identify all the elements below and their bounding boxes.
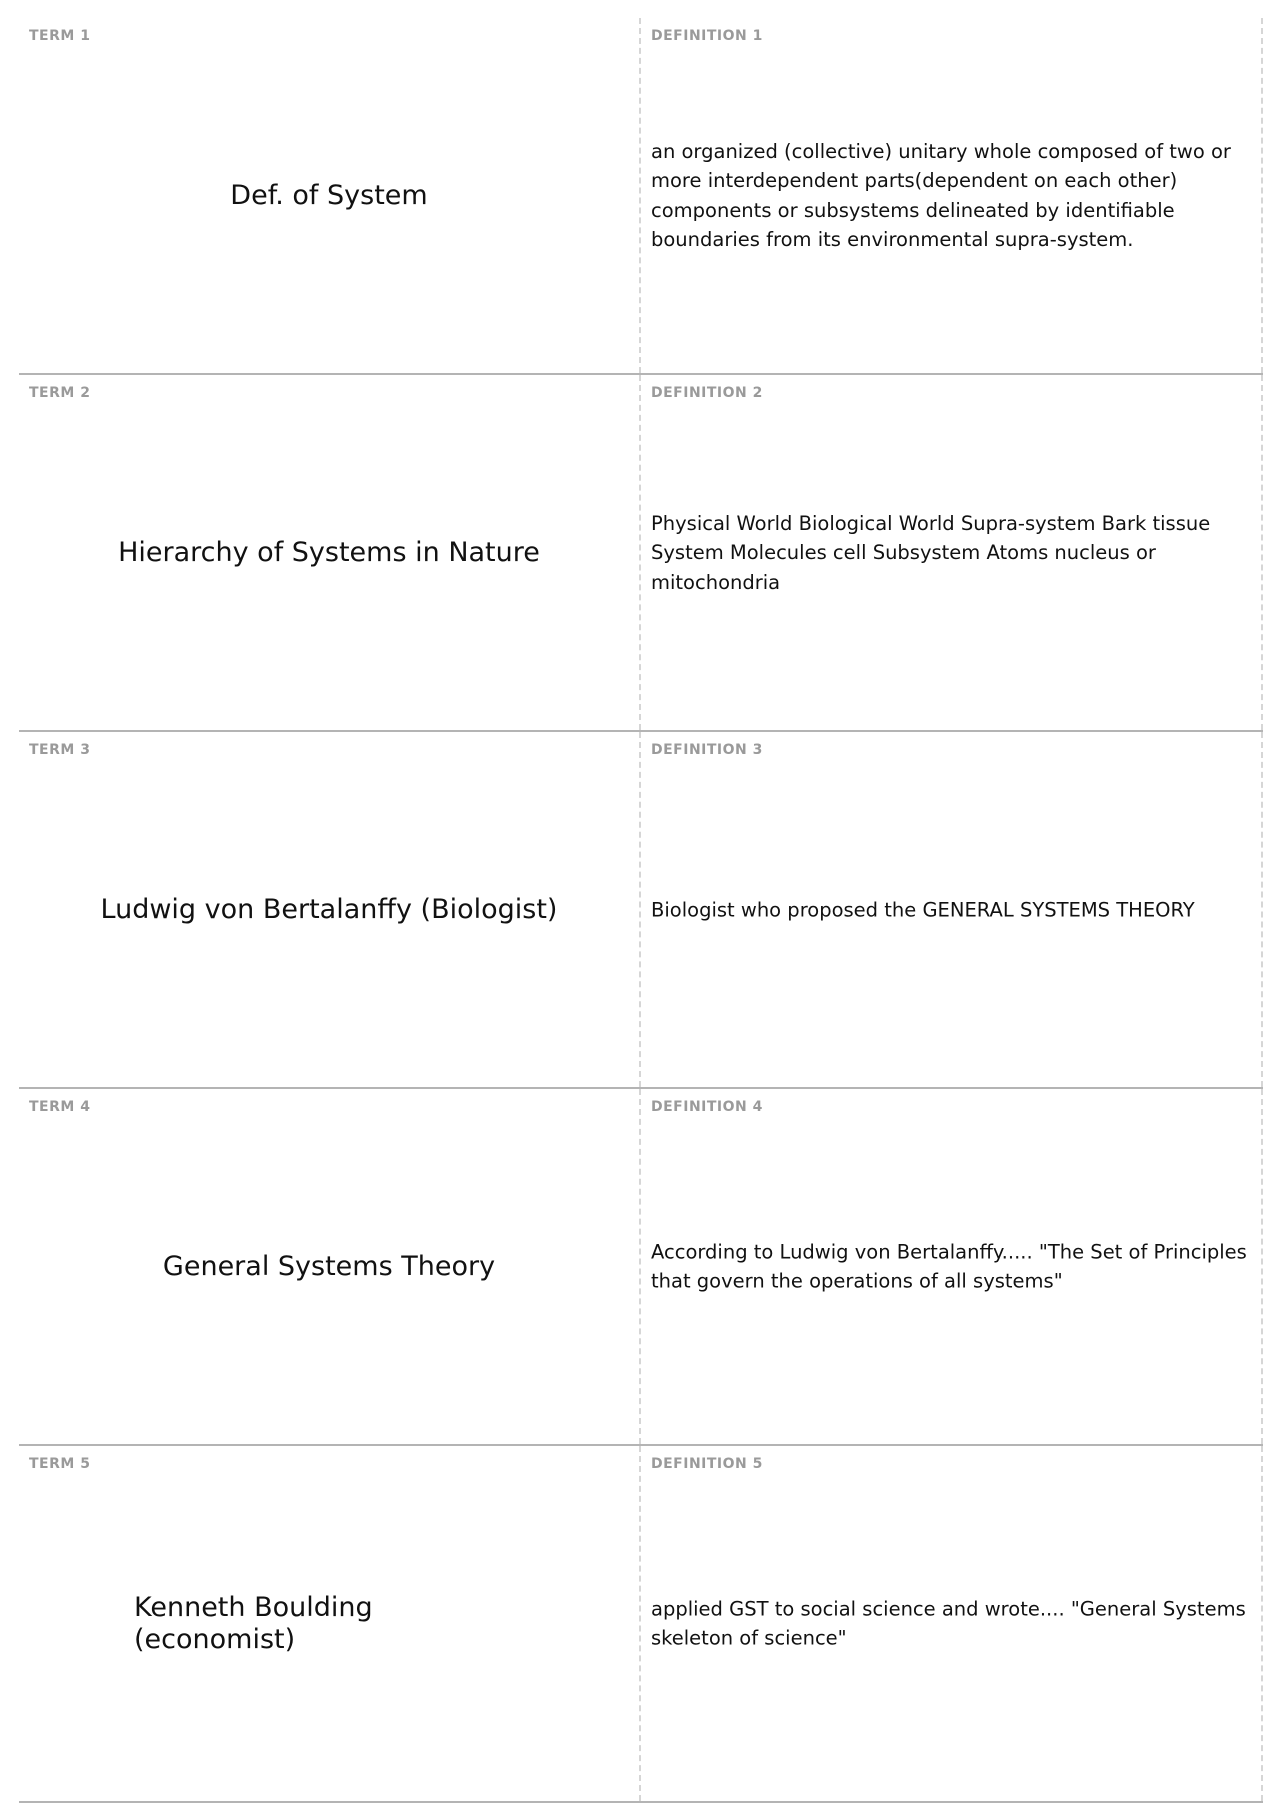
definition-cell [641,1446,1263,1801]
definition-label: DEFINITION 3 [651,742,763,758]
term-cell [19,375,641,730]
term-text: Kenneth Boulding (economist) [134,1591,373,1655]
term-label: TERM 3 [29,742,91,758]
definition-label: DEFINITION 2 [651,385,763,401]
definition-label: DEFINITION 4 [651,1099,763,1115]
definition-text: Physical World Biological World Supra-system Bark tissue System Molecules cell Subsystem Atoms nucleus or mitochondria [651,511,1211,594]
flashcard-row [19,18,1263,375]
term-cell [19,732,641,1087]
term-cell [19,18,641,373]
definition-text: Biologist who proposed the GENERAL SYSTEMS THEORY [651,897,1195,921]
term-text: Ludwig von Bertalanffy (Biologist) [100,893,558,925]
definition-cell [641,732,1263,1087]
term-label: TERM 5 [29,1456,91,1472]
definition-text: applied GST to social science and wrote.... "General Systems skeleton of science" [651,1597,1246,1650]
definition-label: DEFINITION 5 [651,1456,763,1472]
term-cell [19,1089,641,1444]
definition-cell [641,18,1263,373]
definition-cell [641,1089,1263,1444]
term-text: Hierarchy of Systems in Nature [118,536,540,568]
definition-text: an organized (collective) unitary whole composed of two or more interdependent parts(dependent on each other) components or subsystems delineated by identifiable boundaries from its environmental supra-system. [651,139,1231,251]
term-text: General Systems Theory [162,1250,496,1282]
flashcard-row [19,732,1263,1089]
term-label: TERM 1 [29,28,91,44]
definition-label: DEFINITION 1 [651,28,763,44]
term-label: TERM 2 [29,385,91,401]
term-cell [19,1446,641,1801]
term-text: Def. of System [230,179,428,211]
flashcard-row [19,375,1263,732]
flashcard-row [19,1446,1263,1803]
flashcard-row [19,1089,1263,1446]
flashcard-sheet [19,18,1263,1803]
term-label: TERM 4 [29,1099,91,1115]
definition-cell [641,375,1263,730]
definition-text: According to Ludwig von Bertalanffy..... "The Set of Principles that govern the operations of all systems" [651,1240,1247,1293]
